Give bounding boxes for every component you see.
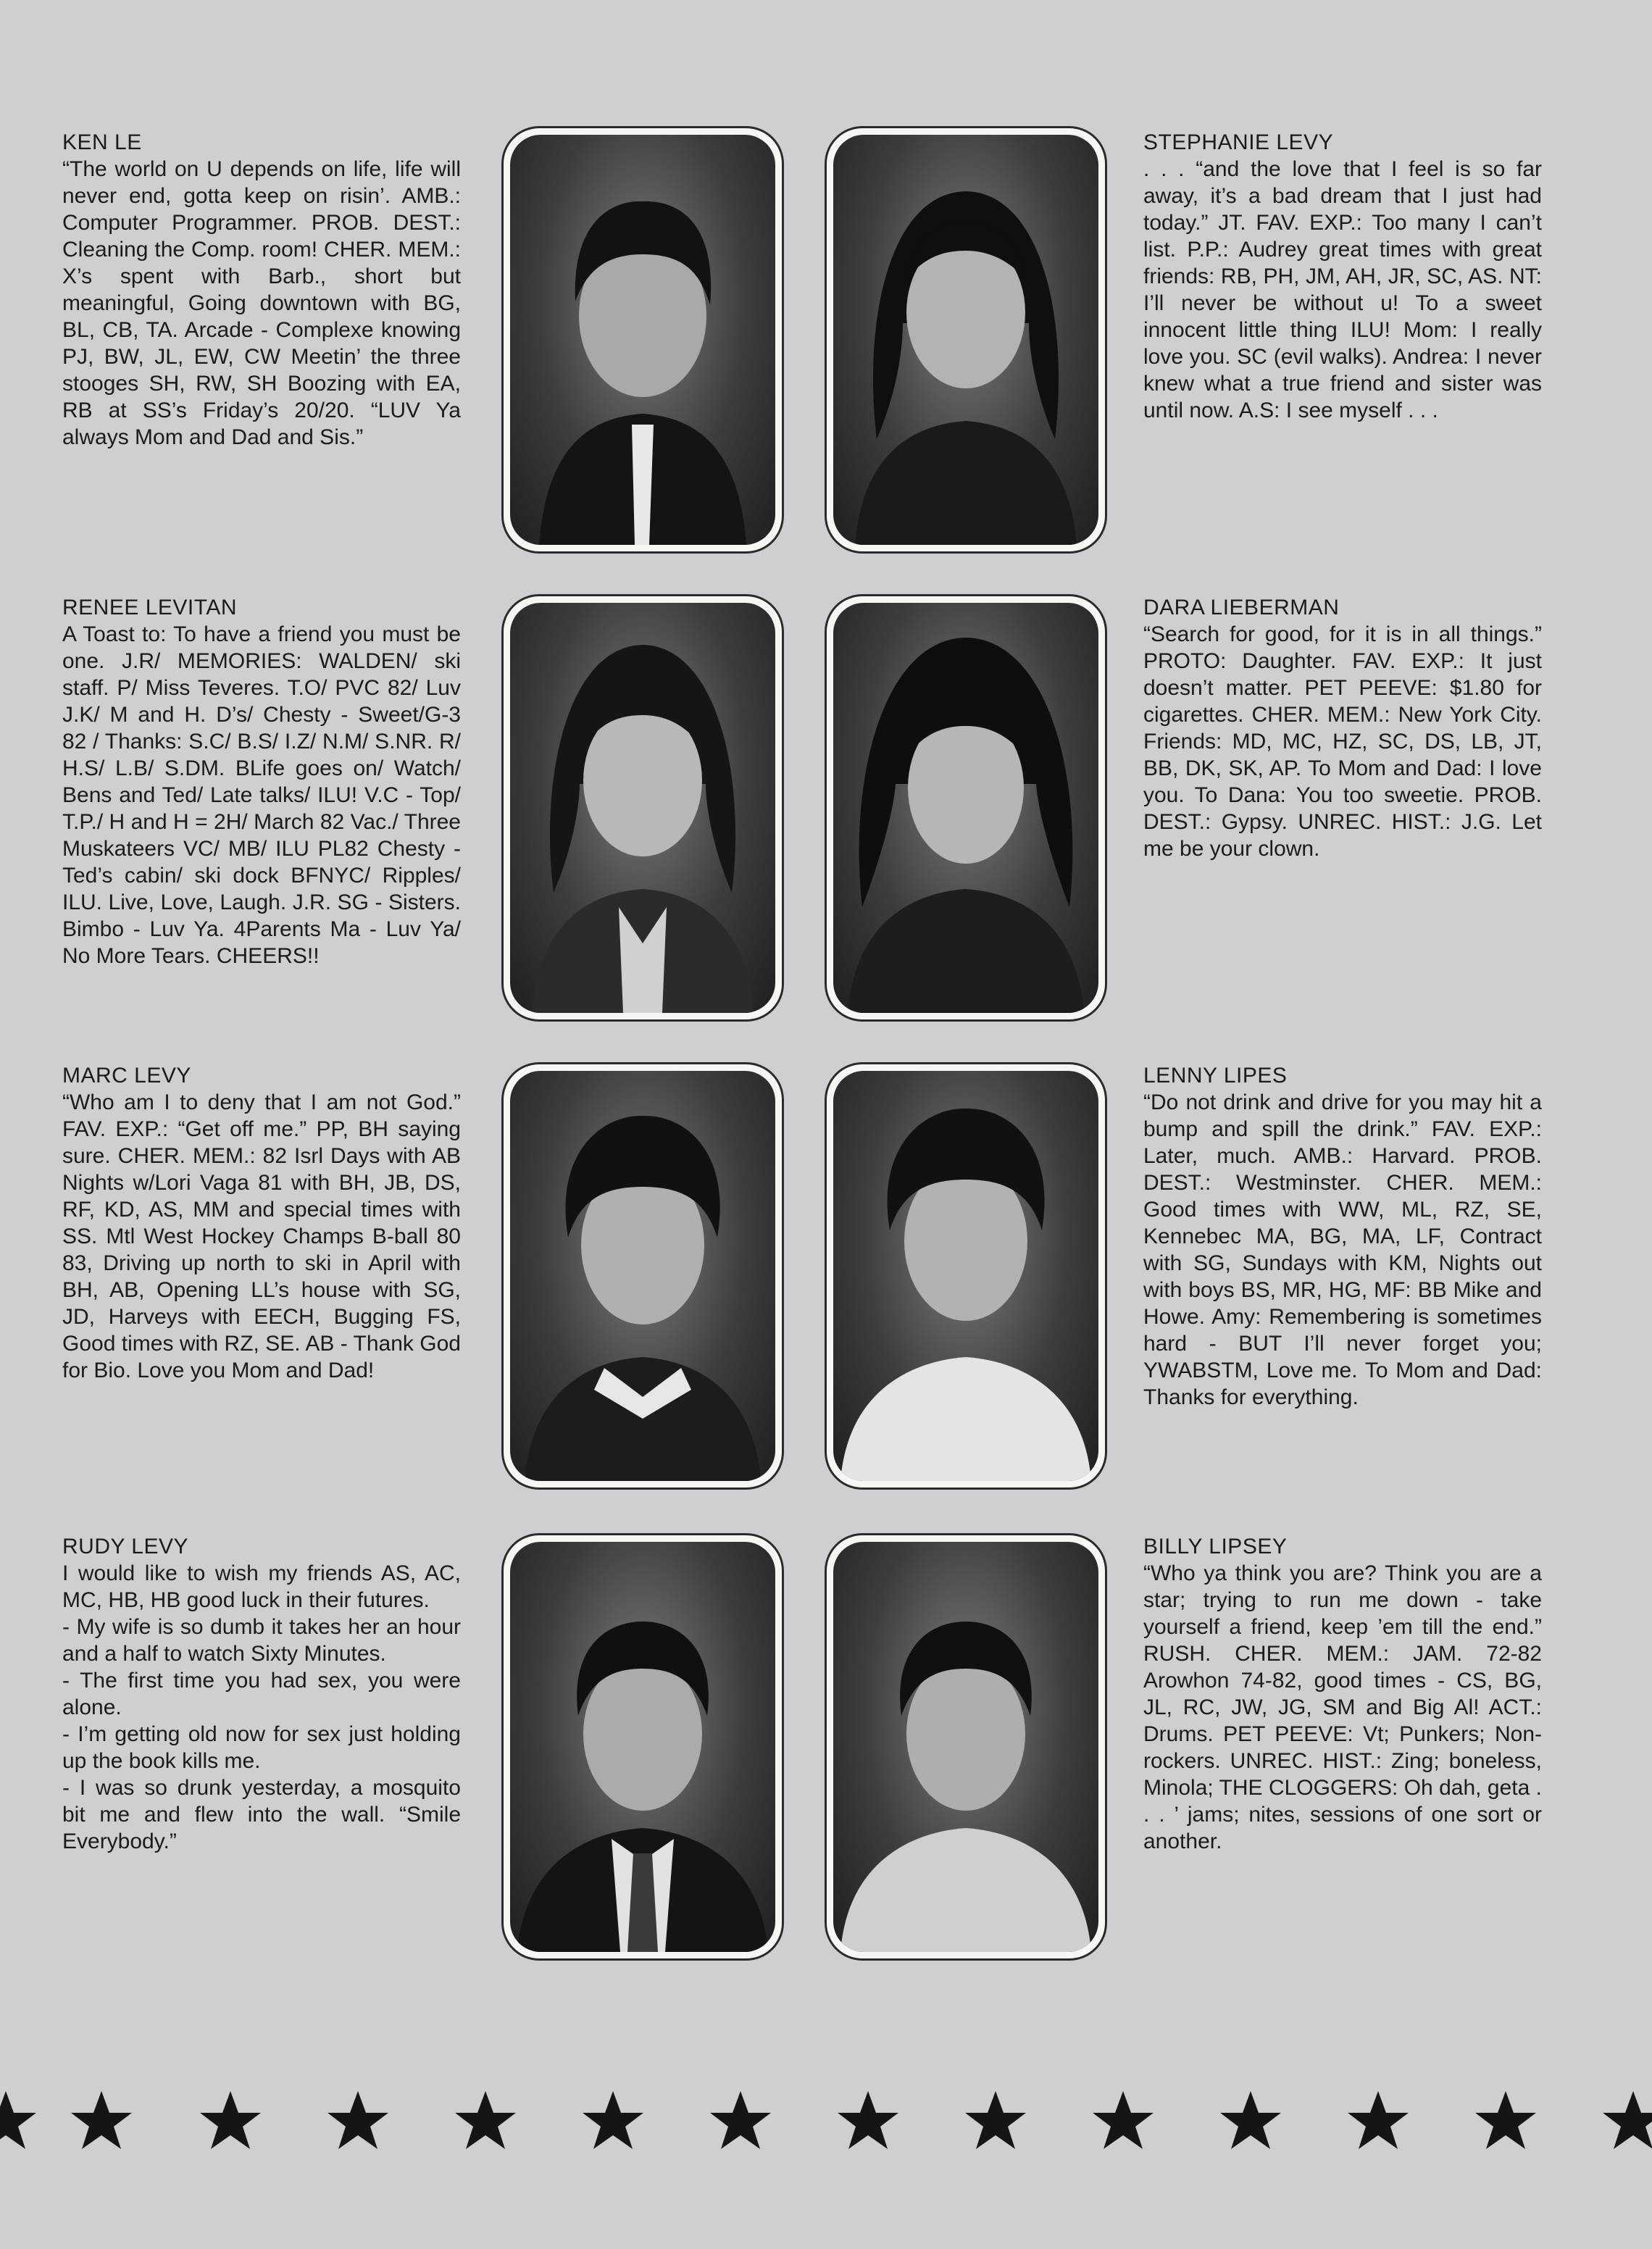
student-quote: “The world on U depends on life, life will never end, gotta keep on risin’. AMB.: Computer Programmer. PROB. DEST.: Cleaning the Comp. room! CHER. MEM.: X’s spent with Barb., short but meaningful, Going downtown with BG, BL, CB, TA. Arcade - Complexe knowing PJ, BW, JL, EW, CW Meetin’ the three stooges SH, RW, SH Boozing with EA, RB at SS’s Friday’s 20/20. “LUV Ya always Mom and Dad and Sis.”: [62, 157, 461, 449]
portrait-lenny-lipes: [825, 1062, 1107, 1490]
star-icon: [1475, 2091, 1536, 2149]
student-name: DARA LIEBERMAN: [1143, 596, 1340, 619]
portrait-marc-levy: [501, 1062, 784, 1490]
entry-renee-levitan: [62, 594, 461, 969]
star-border: [0, 2087, 1652, 2159]
student-name: MARC LEVY: [62, 1064, 191, 1088]
entry-rudy-levy: [62, 1533, 461, 1855]
star-icon: [71, 2091, 132, 2149]
student-quote: A Toast to: To have a friend you must be one. J.R/ MEMORIES: WALDEN/ ski staff. P/ Miss Teveres. T.O/ PVC 82/ Luv J.K/ M and H. D’s/ Chesty - Sweet/G-3 82 / Thanks: S.C/ B.S/ I.Z/ N.M/ S.NR. R/ H.S/ L.B/ S.DM. BLife goes on/ Watch/ Bens and Ted/ Late talks/ ILU! V.C - Top/ T.P./ H and H = 2H/ March 82 Vac./ Three Muskateers VC/ MB/ ILU PL82 Chesty - Ted’s cabin/ ski dock BFNYC/ Ripples/ ILU. Live, Love, Laugh. J.R. SG - Sisters. Bimbo - Luv Ya. 4Parents Ma - Luv Ya/ No More Tears. CHEERS!!: [62, 622, 461, 968]
entry-marc-levy: [62, 1062, 461, 1384]
portrait-silhouette: [510, 603, 775, 1013]
student-name: STEPHANIE LEVY: [1143, 130, 1334, 154]
student-name: RUDY LEVY: [62, 1535, 189, 1559]
student-name: BILLY LIPSEY: [1143, 1535, 1288, 1559]
star-icon: [200, 2091, 261, 2149]
portrait-silhouette: [510, 1542, 775, 1952]
star-icon: [583, 2091, 643, 2149]
student-quote: “Do not drink and drive for you may hit a bump and spill the drink.” FAV. EXP.: Later, much. AMB.: Harvard. PROB. DEST.: Westminster. CHER. MEM.: Good times with WW, ML, RZ, SE, Kennebec MA, BG, MA, LF, Contract with SG, Sundays with KM, Nights out with boys BS, MR, HG, MF: BB Mike and Howe. Amy: Remembering is sometimes hard - BUT I’ll never forget you; YWABSTM, Love me. To Mom and Dad: Thanks for everything.: [1143, 1090, 1542, 1409]
entry-ken-le: [62, 129, 461, 451]
star-icon: [1093, 2091, 1154, 2149]
portrait-silhouette: [510, 1071, 775, 1481]
student-quote: . . . “and the love that I feel is so far away, it’s a bad dream that I just had today.” JT. FAV. EXP.: Too many I can’t list. P.P.: Audrey great times with great friends: RB, PH, JM, AH, JR, SC, AS. NT: I’ll never be without u! To a sweet innocent little thing ILU! Mom: I really love you. SC (evil walks). Andrea: I never knew what a true friend and sister was until now. A.S: I see myself . . .: [1143, 157, 1542, 422]
star-icon: [1348, 2091, 1409, 2149]
star-icon: [328, 2091, 388, 2149]
student-quote: “Search for good, for it is in all things.” PROTO: Daughter. FAV. EXP.: It just doesn’t matter. PET PEEVE: $1.80 for cigarettes. CHER. MEM.: New York City. Friends: MD, MC, HZ, SC, DS, LB, JT, BB, DK, SK, AP. To Mom and Dad: I love you. To Dana: You too sweetie. PROB. DEST.: Gypsy. UNREC. HIST.: J.G. Let me be your clown.: [1143, 622, 1542, 861]
portrait-silhouette: [833, 1542, 1098, 1952]
star-border-icons: [0, 2087, 1652, 2159]
entry-lenny-lipes: [1143, 1062, 1542, 1411]
star-icon: [1220, 2091, 1281, 2149]
portrait-silhouette: [833, 135, 1098, 545]
student-quote: “Who ya think you are? Think you are a star; trying to run me down - take yourself a friend, keep ’em till the end.” RUSH. CHER. MEM.: JAM. 72-82 Arowhon 74-82, good times - CS, BG, JL, RC, JW, JG, SM and Big Al! ACT.: Drums. PET PEEVE: Vt; Punkers; Non-rockers. UNREC. HIST.: Zing; boneless, Minola; THE CLOGGERS: Oh dah, geta . . . ’ jams; nites, sessions of one sort or another.: [1143, 1561, 1542, 1853]
portrait-silhouette: [833, 603, 1098, 1013]
entry-stephanie-levy: [1143, 129, 1542, 424]
star-icon: [1603, 2091, 1652, 2149]
portrait-dara-lieberman: [825, 594, 1107, 1022]
star-icon: [710, 2091, 771, 2149]
star-icon: [0, 2091, 36, 2149]
portrait-stephanie-levy: [825, 126, 1107, 554]
student-quote: “Who am I to deny that I am not God.” FAV. EXP.: “Get off me.” PP, BH saying sure. CHER. MEM.: 82 Isrl Days with AB Nights w/Lori Vaga 81 with BH, JB, DS, RF, KD, AS, MM and special times with SS. Mtl West Hockey Champs B-ball 80 83, Driving up north to ski in April with BH, AB, Opening LL’s house with SG, JD, Harveys with EECH, Bugging FS, Good times with RZ, SE. AB - Thank God for Bio. Love you Mom and Dad!: [62, 1090, 461, 1382]
student-quote: I would like to wish my friends AS, AC, MC, HB, HB good luck in their futures. - My wife is so dumb it takes her an hour and a half to watch Sixty Minutes. - The first time you had sex, you were alone. - I’m getting old now for sex just holding up the book kills me. - I was so drunk yesterday, a mosquito bit me and flew into the wall. “Smile Everybody.”: [62, 1561, 461, 1853]
portrait-billy-lipsey: [825, 1533, 1107, 1961]
student-name: RENEE LEVITAN: [62, 596, 238, 619]
student-name: KEN LE: [62, 130, 142, 154]
student-name: LENNY LIPES: [1143, 1064, 1288, 1088]
entry-dara-lieberman: [1143, 594, 1542, 862]
portrait-silhouette: [510, 135, 775, 545]
star-icon: [455, 2091, 516, 2149]
star-icon: [838, 2091, 898, 2149]
portrait-silhouette: [833, 1071, 1098, 1481]
portrait-renee-levitan: [501, 594, 784, 1022]
portrait-ken-le: [501, 126, 784, 554]
entry-billy-lipsey: [1143, 1533, 1542, 1855]
portrait-rudy-levy: [501, 1533, 784, 1961]
star-icon: [965, 2091, 1026, 2149]
